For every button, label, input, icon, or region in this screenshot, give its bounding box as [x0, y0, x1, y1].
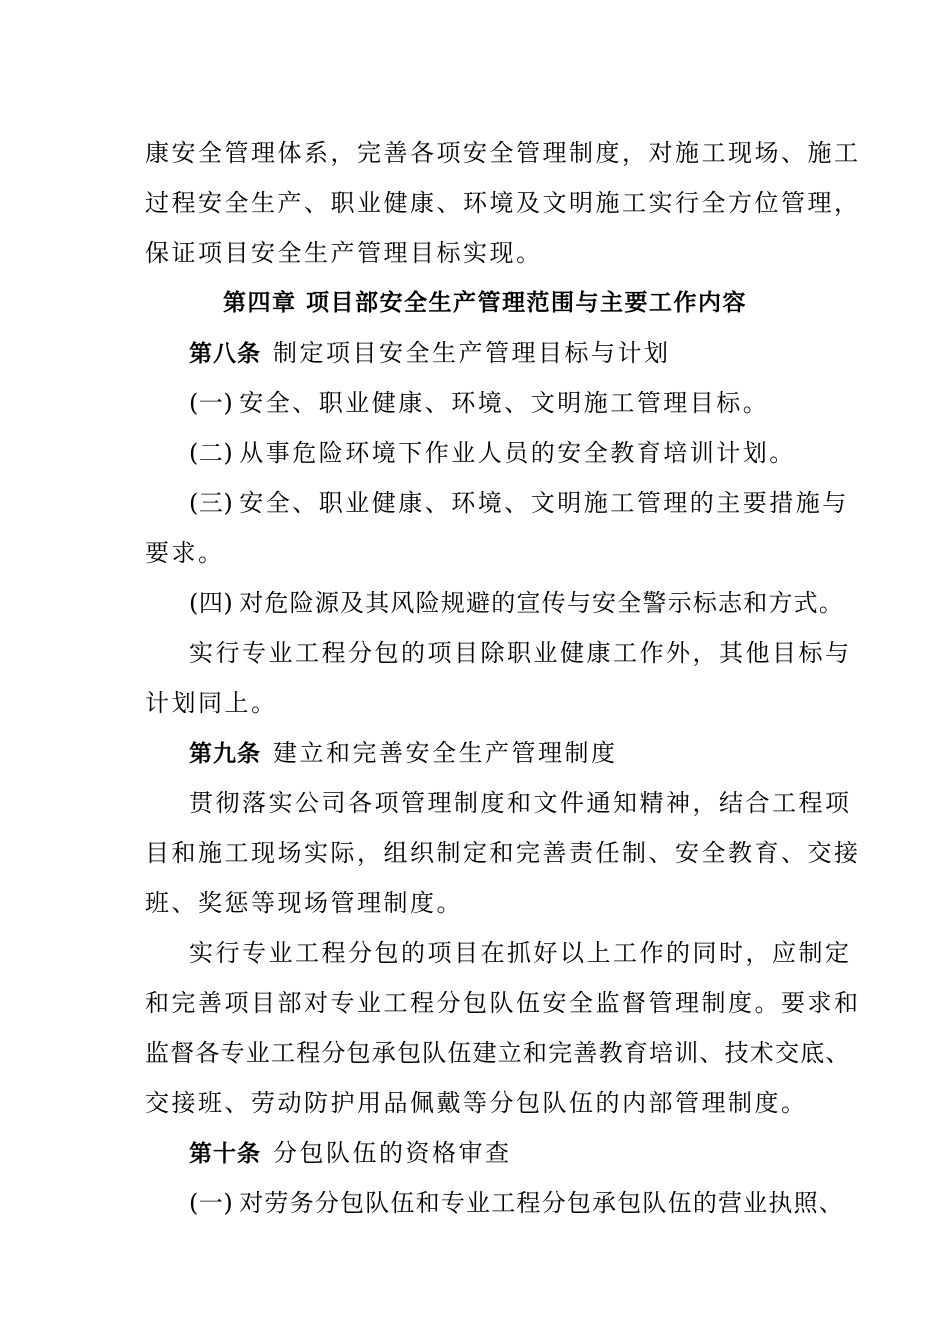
body-text-line: 保证项目安全生产管理目标实现。 — [145, 239, 543, 267]
list-item — [145, 578, 845, 628]
body-text-line: 实行专业工程分包的项目除职业健康工作外，其他目标与 — [189, 639, 852, 667]
list-item-continuation — [145, 528, 835, 578]
article-heading — [145, 1128, 835, 1178]
list-item-number: (二) — [189, 439, 234, 467]
list-item — [145, 1178, 845, 1228]
article-heading — [145, 328, 835, 378]
article-number: 第八条 — [189, 341, 261, 367]
body-text-line: 交接班、劳动防护用品佩戴等分包队伍的内部管理制度。 — [145, 1089, 808, 1117]
body-text-line: 监督各专业工程分包承包队伍建立和完善教育培训、技术交底、 — [145, 1039, 851, 1067]
body-text-line: 班、奖惩等现场管理制度。 — [145, 889, 463, 917]
body-text-line: 康安全管理体系，完善各项安全管理制度，对施工现场、施工 — [145, 139, 861, 167]
body-text-line: 实行专业工程分包的项目在抓好以上工作的同时，应制定 — [189, 939, 852, 967]
list-item-number: (三) — [189, 489, 234, 517]
article-number: 第九条 — [189, 741, 261, 767]
list-item-text: 从事危险环境下作业人员的安全教育培训计划。 — [239, 439, 796, 467]
article-title: 建立和完善安全生产管理制度 — [273, 739, 618, 767]
list-item-text: 要求。 — [145, 539, 225, 567]
list-item — [145, 378, 835, 428]
article-number: 第十条 — [189, 1141, 261, 1167]
chapter-heading: 第四章 项目部安全生产管理范围与主要工作内容 — [223, 290, 748, 316]
list-item-number: (四) — [189, 589, 234, 617]
list-item-text: 安全、职业健康、环境、文明施工管理目标。 — [239, 389, 770, 417]
list-item-text: 对危险源及其风险规避的宣传与安全警示标志和方式。 — [239, 589, 845, 617]
list-item-text: 安全、职业健康、环境、文明施工管理的主要措施与 — [239, 489, 849, 517]
body-text-line: 计划同上。 — [145, 689, 278, 717]
body-text-line: 过程安全生产、职业健康、环境及文明施工实行全方位管理， — [145, 189, 861, 217]
list-item — [145, 478, 849, 528]
body-text-line: 目和施工现场实际，组织制定和完善责任制、安全教育、交接 — [145, 839, 861, 867]
article-heading — [145, 728, 835, 778]
list-item-number: (一) — [189, 389, 234, 417]
list-item-text: 对劳务分包队伍和专业工程分包承包队伍的营业执照、 — [239, 1189, 845, 1217]
list-item-number: (一) — [189, 1189, 234, 1217]
list-item — [145, 428, 835, 478]
article-title: 制定项目安全生产管理目标与计划 — [273, 339, 671, 367]
body-text-line: 和完善项目部对专业工程分包队伍安全监督管理制度。要求和 — [145, 989, 861, 1017]
article-title: 分包队伍的资格审查 — [273, 1139, 512, 1167]
body-text-line: 贯彻落实公司各项管理制度和文件通知精神，结合工程项 — [189, 789, 852, 817]
document-body — [145, 128, 861, 1228]
